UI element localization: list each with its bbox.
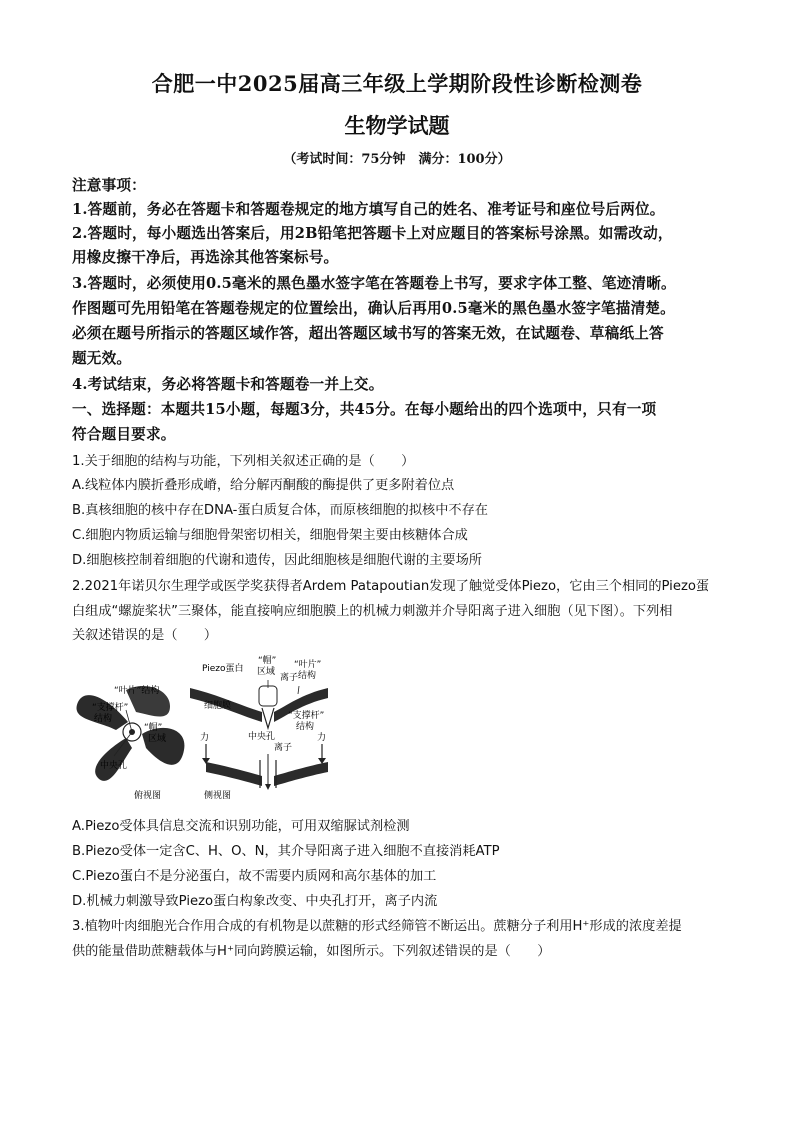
label-ion: 离子 xyxy=(274,743,293,753)
q2-stem-line: 2.2021年诺贝尔生理学或医学奖获得者Ardem Patapoutian发现了触觉受体Piezo，它由三个相同的Piezo蛋 xyxy=(72,579,710,594)
label-strut: “支撑杆” xyxy=(288,711,325,721)
label-cap: 区域 xyxy=(257,667,276,677)
q2-stem-line: 白组成“螺旋桨状”三聚体，能直接响应细胞膜上的机械力刺激并介导阳离子进入细胞（见下图）。下列相 xyxy=(72,604,673,619)
label-ion: 离子 xyxy=(280,673,299,683)
piezo-side-view xyxy=(190,654,328,801)
q3-stem-line: 3.植物叶肉细胞光合作用合成的有机物是以蔗糖的形式经筛管不断运出。蔗糖分子利用H⁺形成的浓度差提 xyxy=(72,919,682,934)
note-line: 用橡皮擦干净后，再选涂其他答案标号。 xyxy=(72,249,339,266)
central-pore xyxy=(262,708,274,728)
q1-stem: 1.关于细胞的结构与功能，下列相关叙述正确的是（ ） xyxy=(72,454,415,469)
label-pore: 中央孔 xyxy=(248,732,276,742)
label-cap: 区域 xyxy=(148,734,167,744)
exam-title: 合肥一中2025届高三年级上学期阶段性诊断检测卷 xyxy=(151,71,643,96)
section-heading-cont: 符合题目要求。 xyxy=(72,426,176,443)
q2-stem-line: 关叙述错误的是（ ） xyxy=(72,628,218,643)
q1-option-b: B.真核细胞的核中存在DNA-蛋白质复合体，而原核细胞的拟核中不存在 xyxy=(72,503,488,518)
section-heading: 一、选择题：本题共15小题，每题3分，共45分。在每小题给出的四个选项中，只有一项 xyxy=(72,401,657,418)
q1-option-a: A.线粒体内膜折叠形成嵴，给分解丙酮酸的酶提供了更多附着位点 xyxy=(72,478,455,493)
label-blade: “叶片” xyxy=(294,660,322,670)
note-line: 作图题可先用铅笔在答题卷规定的位置绘出，确认后再用0.5毫米的黑色墨水签字笔描清楚。 xyxy=(72,300,675,317)
membrane-band xyxy=(274,762,328,786)
piezo-figure xyxy=(66,650,336,810)
notes-heading: 注意事项： xyxy=(72,177,146,194)
membrane-band xyxy=(206,762,262,786)
label-force: 力 xyxy=(200,733,210,743)
label-piezo: Piezo蛋白 xyxy=(202,664,244,674)
q1-option-c: C.细胞内物质运输与细胞骨架密切相关，细胞骨架主要由核糖体合成 xyxy=(72,528,468,543)
label-blade: “叶片”结构 xyxy=(114,686,160,696)
label-pore: 中央孔 xyxy=(100,761,128,771)
note-line: 1.答题前，务必在答题卡和答题卷规定的地方填写自己的姓名、准考证号和座位号后两位。 xyxy=(72,201,665,218)
q3-stem-line: 供的能量借助蔗糖载体与H⁺同向跨膜运输，如图所示。下列叙述错误的是（ ） xyxy=(72,944,551,959)
note-line: 3.答题时，必须使用0.5毫米的黑色墨水签字笔在答题卷上书写，要求字体工整、笔迹清晰。 xyxy=(72,275,676,292)
label-strut: 结构 xyxy=(296,722,315,732)
propeller-blade xyxy=(95,738,132,781)
q2-option-d: D.机械力刺激导致Piezo蛋白构象改变、中央孔打开，离子内流 xyxy=(72,894,438,909)
exam-info: （考试时间：75分钟 满分：100分） xyxy=(283,152,511,167)
q1-option-d: D.细胞核控制着细胞的代谢和遗传，因此细胞核是细胞代谢的主要场所 xyxy=(72,553,482,568)
label-membrane: 细胞膜 xyxy=(204,701,232,711)
subject-title: 生物学试题 xyxy=(344,113,450,138)
label-cap: “帽” xyxy=(258,656,277,666)
piezo-top-view xyxy=(77,684,185,801)
note-line: 4.考试结束，务必将答题卡和答题卷一并上交。 xyxy=(72,376,384,393)
label-strut: 结构 xyxy=(94,714,113,724)
cap-region xyxy=(259,686,277,706)
label-force: 力 xyxy=(317,733,327,743)
arrow-head xyxy=(265,784,271,790)
q2-option-a: A.Piezo受体具信息交流和识别功能，可用双缩脲试剂检测 xyxy=(72,819,410,834)
label-strut: “支撑杆” xyxy=(92,703,129,713)
note-line: 2.答题时，每小题选出答案后，用2B铅笔把答题卡上对应题目的答案标号涂黑。如需改动， xyxy=(72,225,673,242)
label-cap: “帽” xyxy=(144,723,163,733)
note-line: 必须在题号所指示的答题区域作答，超出答题区域书写的答案无效，在试题卷、草稿纸上答 xyxy=(72,325,664,342)
caption-side-view: 侧视图 xyxy=(204,791,232,801)
q2-option-c: C.Piezo蛋白不是分泌蛋白，故不需要内质网和高尔基体的加工 xyxy=(72,869,437,884)
q2-option-b: B.Piezo受体一定含C、H、O、N，其介导阳离子进入细胞不直接消耗ATP xyxy=(72,844,500,859)
caption-top-view: 俯视图 xyxy=(134,791,162,801)
label-blade: 结构 xyxy=(298,671,317,681)
note-line: 题无效。 xyxy=(72,350,132,367)
